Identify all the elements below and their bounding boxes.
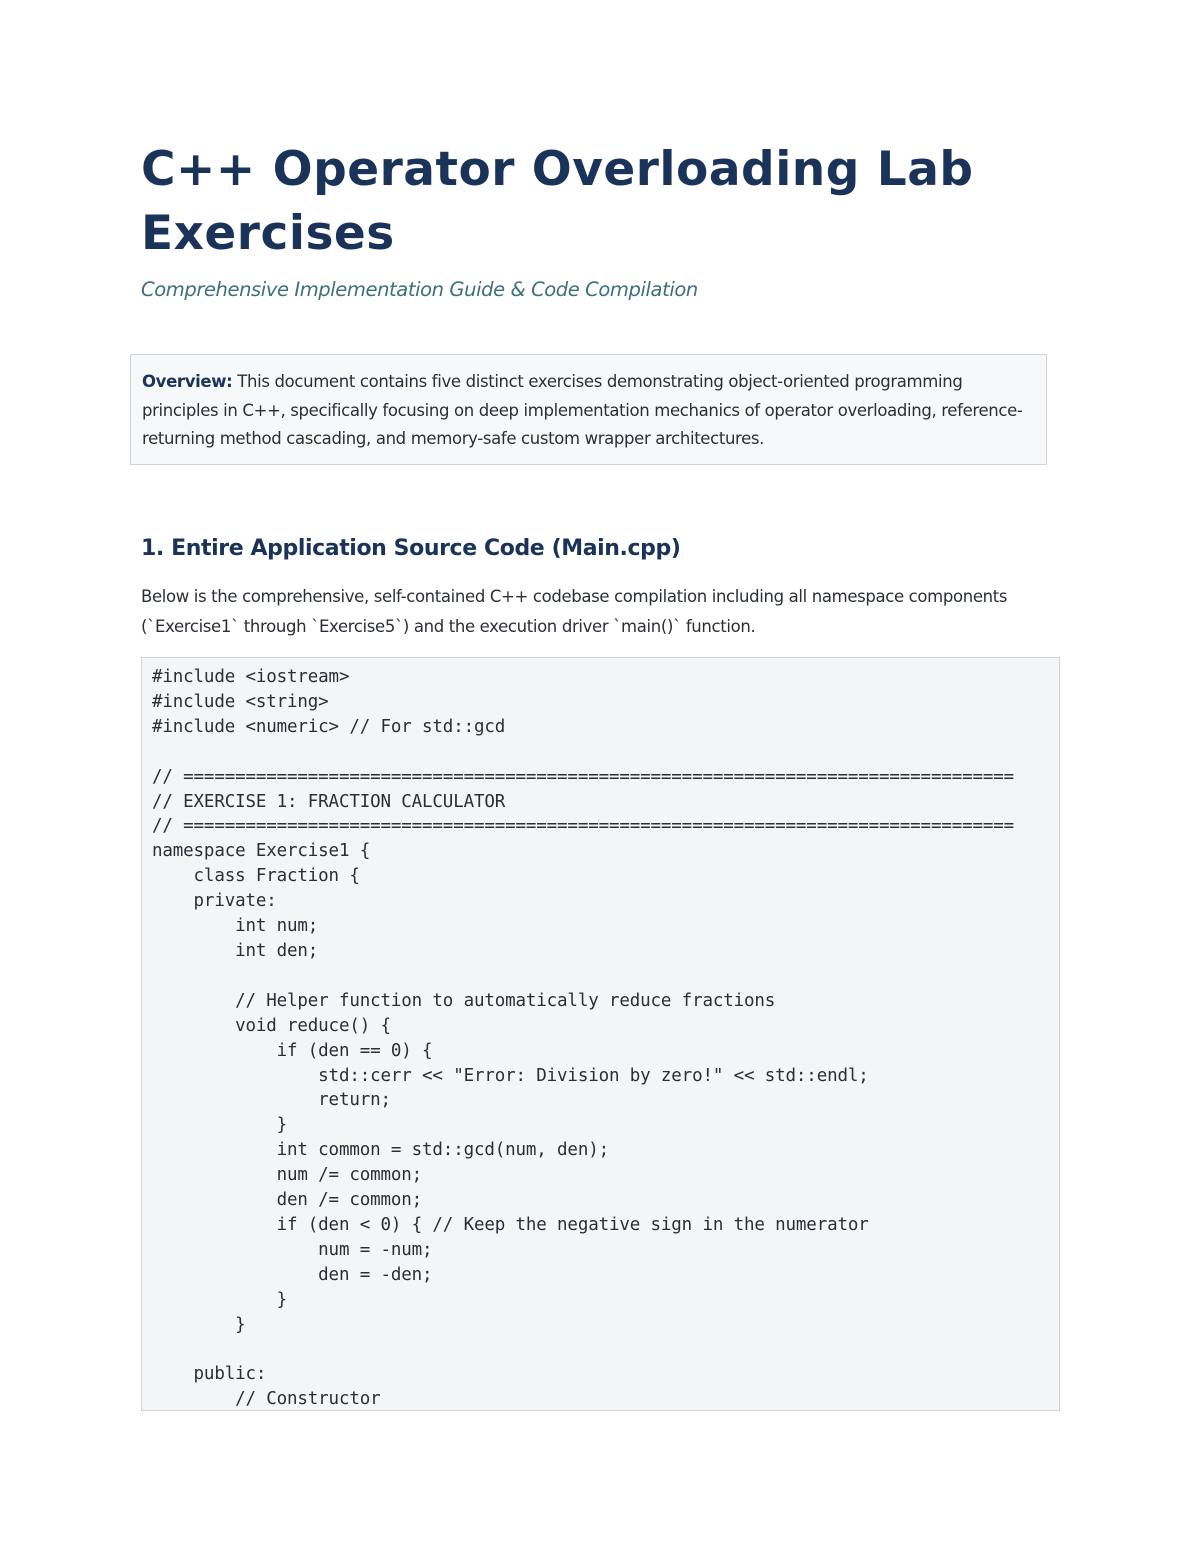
overview-label: Overview: [142, 372, 233, 391]
section-intro: Below is the comprehensive, self-contained C++ codebase compilation including all namespace components (`Exercise1` through `Exercise5`) and the execution driver `main()` function. [141, 587, 1008, 636]
overview-callout [130, 354, 1047, 465]
source-code: #include <iostream> #include <string> #include <numeric> // For std::gcd // ================================================================================ // EXERCISE 1: FRACTION CALCULATOR // ================================================================================ namespace Exercise1 { class Fraction { private: int num; int den; // Helper function to automatically reduce fractions void reduce() { if (den == 0) { std::cerr << "Error: Division by zero!" << std::endl; return; } int common = std::gcd(num, den); num /= common; den /= common; if (den < 0) { // Keep the negative sign in the numerator num = -num; den = -den; } } public: // Constructor [152, 667, 1015, 1410]
section-heading: 1. Entire Application Source Code (Main.cpp) [141, 536, 681, 561]
document-title: C++ Operator Overloading Lab Exercises [141, 142, 974, 261]
overview-text: This document contains five distinct exercises demonstrating object-oriented programming principles in C++, specifically focusing on deep implementation mechanics of operator overloading, reference-returning method cascading, and memory-safe custom wrapper architectures. [142, 372, 1023, 448]
code-block [141, 657, 1060, 1411]
document-subtitle: Comprehensive Implementation Guide & Code Compilation [141, 278, 698, 301]
